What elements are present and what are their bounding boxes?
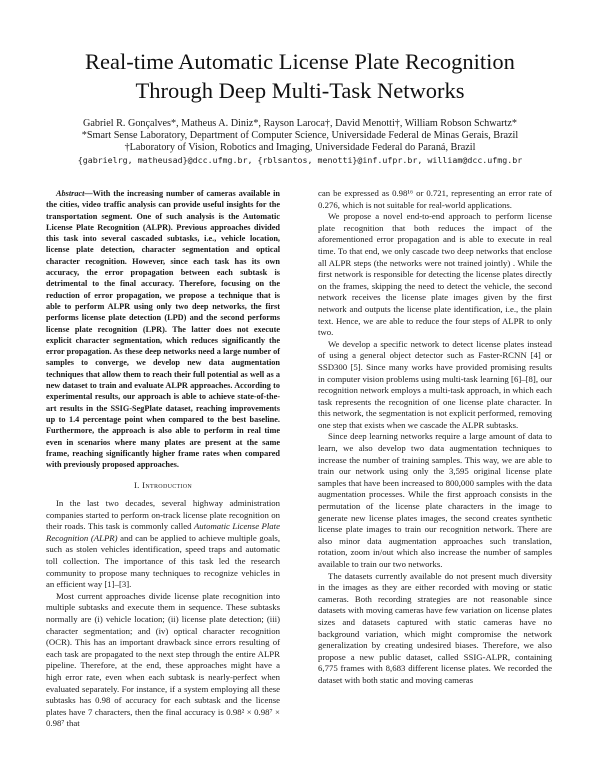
paper-title-line-2: Through Deep Multi-Task Networks [135, 78, 465, 103]
affiliation-2: †Laboratory of Vision, Robotics and Imaging, Universidade Federal do Paraná, Brazil [124, 142, 476, 153]
abstract [46, 188, 280, 470]
paragraph [46, 498, 280, 591]
author-emails: {gabrielrg, matheusad}@dcc.ufmg.br, {rblsantos, menotti}@inf.ufpr.br, william@dcc.ufmg.br [77, 155, 523, 165]
paper-title-line-1: Real-time Automatic License Plate Recognition [85, 49, 515, 74]
paragraph-emphasis: Automatic License Plate Recognition (ALPR) [46, 521, 280, 543]
paragraph: Since deep learning networks require a large amount of data to learn, we also develop two data augmentation techniques to increase the number of training samples. This way, we are able to train our network using only the 3,595 original license plate samples that have been increased to 800,000 samples with the data augmentation processes. While the first approach consists in the permutation of the license plate characters in the image to generate new license plates images, the second creates synthetic license plate images to train our recognition network. There are also minor data augmentation approaches such translation, rotation, zoom in/out which also increase the number of samples available to train our two networks. [318, 431, 552, 569]
left-column [46, 188, 280, 730]
paragraph-text: and can be applied to achieve multiple goals, such as stolen vehicles identification, speed traps and automatic toll collection. The importance of this task led the research community to propose many techniques to recognize vehicles in an efficient way [1]–[3]. [46, 532, 281, 590]
affiliation-1: *Smart Sense Laboratory, Department of Computer Science, Universidade Federal de Minas Gerais, Brazil [81, 130, 519, 141]
author-list: Gabriel R. Gonçalves*, Matheus A. Diniz*, Rayson Laroca†, David Menotti†, William Robson Schwartz* [83, 118, 517, 129]
section-heading-introduction: I. Introduction [133, 480, 193, 491]
paragraph: We propose a novel end-to-end approach to perform license plate recognition that both reduces the impact of the aforementioned error propagation and is able to execute in real time. To that end, we only cascade two deep networks that enclose all ALPR steps (the networks were not trained jointly) . While the first network is responsible for detecting the license plates directly on the frames, skipping the need to detect the vehicle, the second network receives the license plate images given by the first network and outputs the license plate identification, i.e., the plain text. Hence, we are able to reduce the four steps of ALPR to only two. [318, 211, 552, 338]
abstract-label: Abstract [56, 189, 85, 198]
abstract-text: —With the increasing number of cameras available in the cities, video traffic analysis can provide useful insights for the transportation segment. One of such analysis is the Automatic License Plate Recognition (ALPR). Previous approaches divided this task into several cascaded subtasks, i.e., vehicle location, license plate detection, character segmentation and optical character recognition. However, since each task has its own accuracy, the error propagation between each subtask is detrimental to the final accuracy. Therefore, focusing on the reduction of error propagation, we propose a technique that is able to perform ALPR using only two deep networks, the first performs license plate detection (LPD) and the second performs license plate recognition (LPR). The latter does not execute explicit character segmentation, which reduces significantly the error propagation. As these deep networks need a large number of samples to converge, we develop new data augmentation techniques that allow them to reach their full potential as well as a new dataset to train and evaluate ALPR approaches. According to experimental results, our approach is able to achieve state-of-the-art results in the SSIG-SegPlate dataset, reaching improvements up to 1.4 percentage point when compared to the best baseline. Furthermore, the approach is also able to perform in real time even in scenarios where many plates are present at the same frame, reaching significantly higher frame rates when compared with previously proposed approaches. [46, 189, 280, 470]
paragraph-text: In the last two decades, several highway administration companies started to perform on-track license plate recognition on their roads. This task is commonly called [46, 498, 280, 532]
paragraph: can be expressed as 0.98¹⁶ or 0.721, representing an error rate of 0.276, which is not suitable for real-world applications. [318, 188, 552, 210]
paragraph [46, 591, 280, 730]
right-column [318, 188, 552, 687]
paragraph: We develop a specific network to detect license plates instead of using a general object detector such as Faster-RCNN [4] or SSD300 [5]. Since many works have provided promising results in computer vision problems using multi-task learning [6]–[8], our recognition network employs a multi-task approach, in which each task represents the recognition of one license plate character. In this network, the segmentation is not explicit performed, removing one step that exists when we cascade the ALPR subtasks. [318, 338, 552, 430]
paragraph-text: Most current approaches divide license plate recognition into multiple subtasks and execute them in sequence. These subtasks normally are (i) vehicle location; (ii) license plate detection; (iii) character segmentation; and (iv) optical character recognition (OCR). This has an important drawback since errors resulting of each task are propagated to the next step through the entire ALPR pipeline. Therefore, at the end, these approaches might have a high error rate, even when each subtask is nearly-perfect when evaluated separately. For instance, if a system employing all these subtasks has 0.98 of accuracy for each subtask and the license plates have 7 characters, then the final accuracy is 0.98² × 0.98⁷ × 0.98⁷ that [46, 590, 280, 729]
paragraph: The datasets currently available do not present much diversity in the images as they are either recorded with moving or static cameras. Both recording strategies are not reasonable since datasets with moving cameras have few variation on license plates sizes and datasets captured with static cameras have no background variation, which might compromise the network generalization by creating undesired biases. Therefore, we also propose a new public dataset, called SSIG-ALPR, containing 6,775 frames with 8,683 different license plates. We recorded the dataset with both static and moving cameras [318, 570, 552, 685]
